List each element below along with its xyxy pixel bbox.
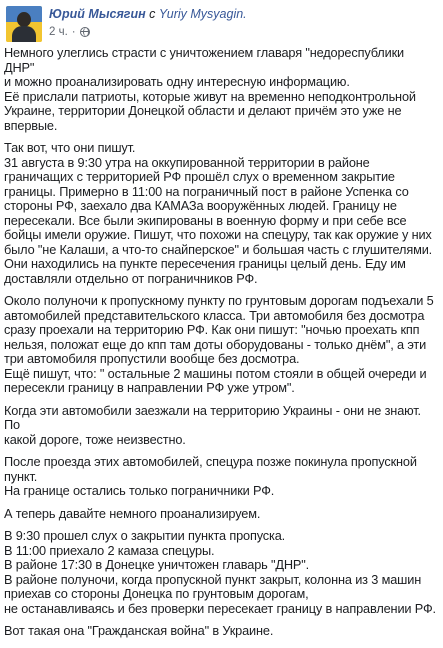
post-paragraph — [4, 404, 436, 448]
post-paragraph — [4, 529, 436, 616]
post-paragraph — [4, 507, 436, 522]
post-text-line: В 9:30 прошел слух о закрытии пункта пропуска. — [4, 528, 286, 543]
post-text-line: Они находились на пункте пересечения границы целый день. Еду им — [4, 256, 406, 271]
author-name-link[interactable]: Юрий Мысягин — [49, 7, 146, 21]
with-word: с — [149, 7, 156, 21]
post-text-line: А теперь давайте немного проанализируем. — [4, 505, 261, 521]
post-text-line: автомобилей представительского класса. Три автомобиля без досмотра — [4, 307, 425, 323]
post-text-line: не останавливаясь и без проверки пересекает границу в направлении РФ. — [4, 600, 436, 616]
post-text-line: и можно проанализировать одну интересную информацию. — [4, 74, 350, 89]
post-text-line: Ещё пишут, что: " остальные 2 машины потом стояли в общей очереди и — [4, 365, 427, 381]
post-meta — [49, 6, 247, 40]
post-text-line: три автомобиля пропустили вообще без досмотра. — [4, 351, 300, 366]
post-text-line: доставляли отдельно от пограничников РФ. — [4, 270, 258, 286]
time-separator: · — [71, 26, 76, 38]
post-paragraph — [4, 624, 436, 639]
post-text-line: В 11:00 приехало 2 камаза спецуры. — [4, 542, 215, 558]
post-text-line: В районе полуночи, когда пропускной пункт закрыт, колонна из 3 машин — [4, 571, 422, 587]
tagged-user-link[interactable]: Yuriy Mysyagin. — [158, 7, 247, 21]
post-text-line: На границе остались только пограничники РФ. — [4, 483, 275, 498]
post-paragraph — [4, 46, 436, 133]
avatar-head — [17, 12, 31, 27]
post-text-line: приехав со стороны Донецка по грунтовым дорогам, — [4, 586, 309, 601]
post-text-line: Немного улеглись страсти с уничтожением главаря "недореспублики ДНР" — [4, 45, 404, 75]
timestamp-line — [49, 24, 247, 40]
post-text-line: Около полуночи к пропускному пункту по грунтовым дорогам подъехали 5 — [4, 293, 434, 308]
post-text-line: сразу проехали на территорию РФ. Как они пишут: "ночью проехать кпп — [4, 322, 420, 337]
post-text-line: Так вот, что они пишут. — [4, 140, 136, 155]
globe-icon[interactable] — [80, 27, 90, 37]
author-line — [49, 6, 247, 22]
post-text-line: пересекли границу в направлении РФ уже утром". — [4, 380, 295, 395]
post-text-line: Украине, территории Донецкой области и делают причём это уже не — [4, 103, 402, 118]
post-text-line: было "не Калаши, а что-то снайперское" и большая часть с глушителями. — [4, 241, 433, 257]
post-text-line: 31 августа в 9:30 утра на оккупированной территории в районе — [4, 154, 370, 170]
avatar-body — [12, 26, 36, 42]
post-text-line: границы. Примерно в 11:00 на пограничный пост в районе Успенка со — [4, 183, 409, 199]
post-text-line: В районе 17:30 в Донецке уничтожен главарь "ДНР". — [4, 557, 310, 572]
post-text — [4, 46, 436, 647]
author-avatar[interactable] — [6, 6, 42, 42]
post-text-line: какой дороге, тоже неизвестно. — [4, 431, 186, 447]
post-paragraph — [4, 294, 436, 396]
post-paragraph — [4, 141, 436, 286]
post-text-line: Когда эти автомобили заезжали на территорию Украины - они не знают. По — [4, 402, 421, 432]
post-text-line: Вот такая она "Гражданская война" в Украине. — [4, 623, 274, 638]
post-paragraph — [4, 455, 436, 499]
post-text-line: После проезда этих автомобилей, спецура позже покинула пропускной — [4, 454, 417, 469]
post-text-line: граничащих с территорией РФ прошёл слух о временном закрытие — [4, 169, 395, 184]
post-text-line: пункт. — [4, 468, 38, 484]
post-text-line: Её прислали патриоты, которые живут на временно неподконтрольной — [4, 88, 416, 104]
post-header — [6, 6, 247, 42]
post-timestamp-link[interactable]: 2 ч. — [49, 26, 68, 38]
post-text-line: стороны РФ, заехало два КАМАЗа вооружённых людей. Границу не — [4, 198, 397, 213]
post-text-line: впервые. — [4, 117, 58, 133]
post-text-line: бойцы имели оружие. Пишут, что похожи на спецуру, так как оружие у них — [4, 227, 432, 242]
post-text-line: нельзя, положат еще до кпп там доты оборудованы - только днём", а эти — [4, 336, 427, 352]
post-text-line: пересекали. Все были экипированы в военную форму и при себе все — [4, 212, 407, 228]
